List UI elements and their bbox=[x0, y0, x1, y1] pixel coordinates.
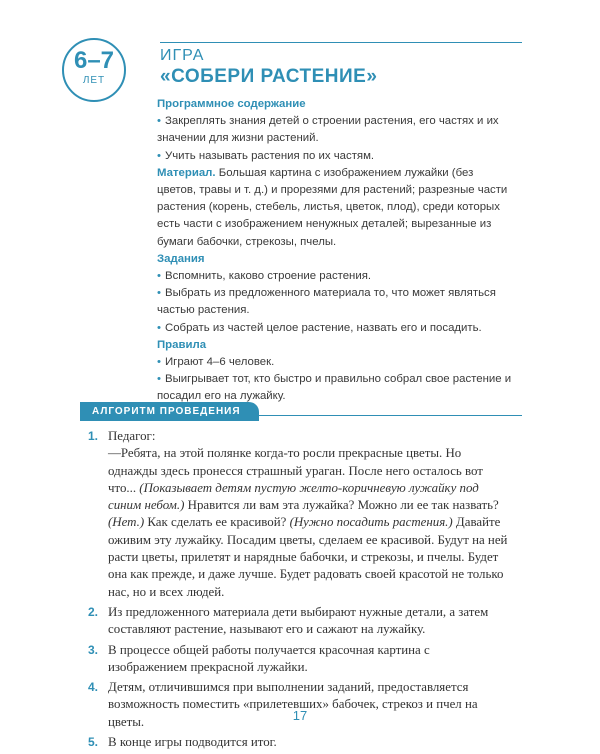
bullet-icon: • bbox=[157, 115, 161, 128]
step-1 bbox=[88, 428, 512, 601]
task-item bbox=[157, 320, 512, 337]
task-item bbox=[157, 285, 512, 319]
age-unit: ЛЕТ bbox=[82, 75, 106, 86]
algorithm-heading: АЛГОРИТМ ПРОВЕДЕНИЯ bbox=[80, 402, 259, 421]
speech-text: Нравится ли вам эта лужайка? Можно ли ее так назвать? bbox=[184, 498, 499, 513]
tasks-heading: Задания bbox=[157, 252, 205, 265]
bullet-icon: • bbox=[157, 373, 161, 386]
rule-item bbox=[157, 371, 512, 405]
speech-remark: (Нужно посадить растения.) bbox=[289, 515, 453, 530]
bullet-icon: • bbox=[157, 356, 161, 369]
material-paragraph bbox=[157, 165, 512, 251]
age-range: 6–7 bbox=[73, 47, 115, 74]
bullet-icon: • bbox=[157, 287, 161, 300]
rule-item-text: Выигрывает тот, кто быстро и правильно собрал свое растение и посадил его на лужайку. bbox=[157, 373, 512, 403]
section-kicker: ИГРА bbox=[160, 47, 205, 64]
bullet-icon: • bbox=[157, 321, 161, 334]
program-item-text: Закреплять знания детей о строении растения, его частях и их значении для жизни растений. bbox=[157, 115, 499, 145]
rule-item-text: Играют 4–6 человек. bbox=[165, 356, 275, 369]
step-3 bbox=[88, 642, 512, 677]
rules-heading: Правила bbox=[157, 338, 207, 351]
bullet-icon: • bbox=[157, 149, 161, 162]
algorithm-steps bbox=[88, 428, 512, 754]
step-text: В процессе общей работы получается красочная картина с изображением прекрасной лужайки. bbox=[108, 642, 430, 674]
task-item bbox=[157, 268, 512, 285]
step-number: 5. bbox=[88, 735, 99, 750]
age-badge bbox=[62, 38, 126, 102]
program-item bbox=[157, 148, 512, 165]
step-number: 2. bbox=[88, 604, 99, 619]
program-item-text: Учить называть растения по их частям. bbox=[165, 149, 375, 162]
speech-text: Давайте оживим эту лужайку. Посадим цветы, сделаем ее красивой. Будут на ней расти цветы, прилетят и нарядные бабочки, и стрекозы, и пчелы. Будет она как прежде, и даже лучше. Будет радовать своей красотой не только нас, но и всех людей. bbox=[108, 515, 508, 599]
game-title: «СОБЕРИ РАСТЕНИЕ» bbox=[160, 66, 378, 87]
step-number: 1. bbox=[88, 429, 99, 443]
header-rule bbox=[160, 42, 522, 43]
speech-text: —Ребята, на этой полянке когда-то росли прекрасные цветы. Но однажды здесь пронесся страшный ураган. После него осталось вот что... bbox=[108, 446, 483, 495]
task-item-text: Выбрать из предложенного материала то, что может являться частью растения. bbox=[157, 287, 496, 317]
program-item bbox=[157, 113, 512, 147]
rule-item bbox=[157, 354, 512, 371]
task-item-text: Вспомнить, каково строение растения. bbox=[165, 270, 372, 283]
step-number: 3. bbox=[88, 642, 99, 657]
page-number: 17 bbox=[292, 708, 308, 723]
bullet-icon: • bbox=[157, 270, 161, 283]
step-2 bbox=[88, 604, 512, 639]
step-speaker: Педагог: bbox=[108, 429, 156, 443]
step-number: 4. bbox=[88, 680, 99, 695]
speech-remark: (Показывает детям пустую желто-коричневую лужайку под синим небом.) bbox=[108, 480, 479, 513]
step-4 bbox=[88, 679, 512, 731]
step-text: Из предложенного материала дети выбирают нужные детали, а затем составляют растение, называют его и сажают на лужайку. bbox=[108, 604, 489, 637]
speech-text: Как сделать ее красивой? bbox=[144, 515, 290, 530]
step-5 bbox=[88, 734, 512, 751]
program-heading: Программное содержание bbox=[157, 98, 306, 110]
material-lead: Материал. bbox=[157, 166, 216, 179]
step-text: Детям, отличившимся при выполнении заданий, предоставляется возможность поместить «прилетевших» бабочек, стрекоз и пчел на цветы. bbox=[108, 680, 478, 729]
material-text: Большая картина с изображением лужайки (без цветов, травы и т. д.) и прорезями для растений; разрезные части растения (корень, стебель, листья, цветок, плод), среди которых есть части с изображением ненужных деталей; вырезанные из бумаги бабочки, стрекозы, пчелы. bbox=[157, 166, 508, 248]
game-description bbox=[157, 96, 512, 406]
teacher-speech bbox=[108, 445, 512, 601]
speech-remark: (Нет.) bbox=[108, 515, 145, 530]
step-text: В конце игры подводится итог. bbox=[108, 735, 277, 750]
task-item-text: Собрать из частей целое растение, назвать его и посадить. bbox=[165, 321, 482, 334]
